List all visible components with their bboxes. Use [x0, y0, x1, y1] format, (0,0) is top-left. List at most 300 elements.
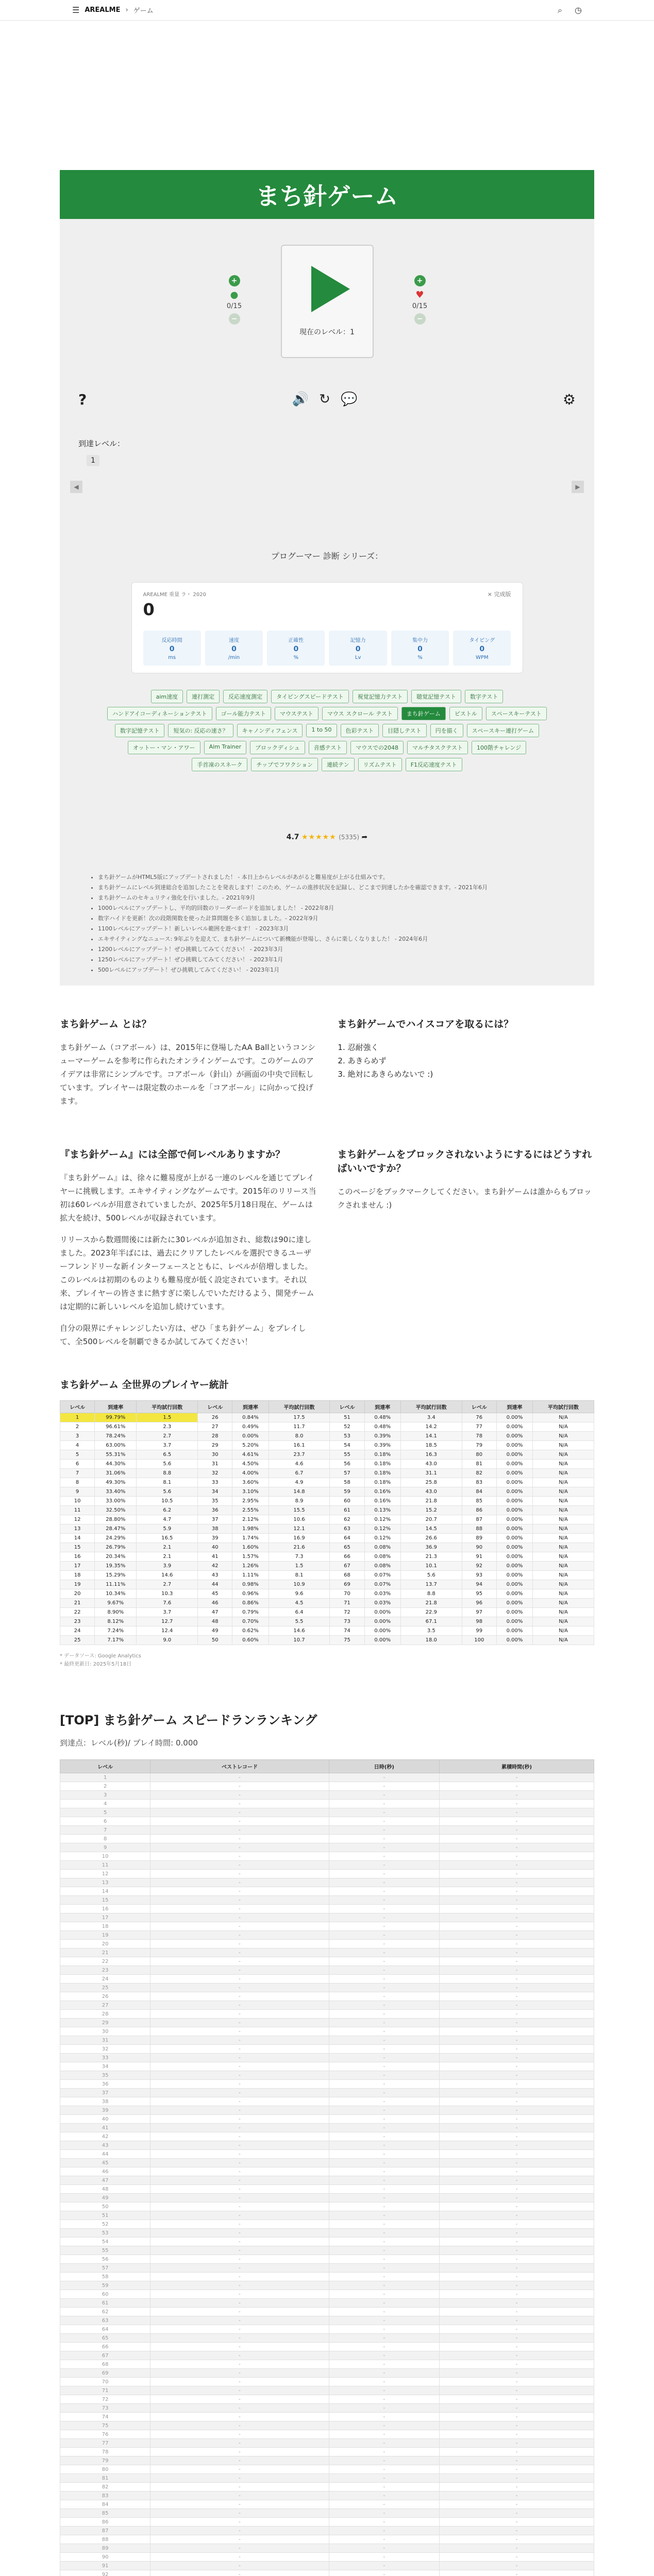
table-cell: - [150, 2378, 329, 2386]
table-cell: - [150, 2281, 329, 2290]
history-icon[interactable]: ◷ [575, 5, 582, 15]
table-cell: N/A [533, 1432, 594, 1441]
left-plus-button[interactable]: + [229, 275, 240, 286]
level-cell: 14 [60, 1887, 150, 1896]
table-cell: - [329, 2456, 439, 2465]
table-cell: - [150, 2264, 329, 2273]
breadcrumb-games[interactable]: ゲーム [133, 7, 154, 15]
table-cell: 34 [198, 1487, 232, 1497]
stat-value: 0 [293, 645, 299, 653]
level-cell: 62 [60, 2308, 150, 2316]
test-tag-link[interactable]: マウステスト [275, 707, 318, 720]
table-cell: - [329, 2159, 439, 2167]
level-cell: 53 [60, 2229, 150, 2238]
table-cell: - [440, 2395, 594, 2404]
table-row [60, 2220, 594, 2229]
table-cell: 67.1 [400, 1617, 462, 1626]
table-cell: - [329, 2089, 439, 2097]
table-row [60, 2404, 594, 2413]
table-cell: 3.5 [400, 1626, 462, 1636]
table-cell: 4.61% [232, 1450, 269, 1460]
table-cell: 14.6 [137, 1571, 198, 1580]
table-row [60, 2518, 594, 2527]
table-cell: - [150, 2492, 329, 2500]
stat-unit: WPM [476, 655, 489, 660]
table-cell: 2 [60, 1422, 95, 1432]
table-row [60, 2334, 594, 2343]
table-cell: - [440, 1808, 594, 1817]
table-cell: 74 [330, 1626, 364, 1636]
table-cell: - [150, 1931, 329, 1940]
test-tag-link[interactable]: 目隠しテスト [382, 724, 427, 737]
stat-unit: /min [228, 655, 240, 660]
test-tag-link[interactable]: ピストル [449, 707, 482, 720]
series-card[interactable] [131, 582, 523, 673]
table-row [60, 2019, 594, 2027]
table-cell: - [440, 1782, 594, 1791]
test-tag-link[interactable]: ゴール能力テスト [216, 707, 271, 720]
table-row [60, 2001, 594, 2010]
test-tag-link[interactable]: ブロックディシュ [250, 741, 305, 754]
table-cell: - [329, 2273, 439, 2281]
level-cell: 35 [60, 2071, 150, 2080]
table-cell: N/A [533, 1626, 594, 1636]
rating-row [60, 833, 594, 841]
right-plus-button[interactable]: + [414, 275, 426, 286]
tip-item: 1. 忍耐強く [348, 1041, 595, 1054]
test-tag-link[interactable]: スペースキー連打ゲーム [467, 724, 539, 737]
table-cell: - [150, 2474, 329, 2483]
table-cell: - [329, 1887, 439, 1896]
table-cell: 8.8 [400, 1589, 462, 1599]
table-cell: 0.00% [496, 1534, 532, 1543]
table-cell: 14 [60, 1534, 95, 1543]
level-cell: 18 [60, 1922, 150, 1931]
level-cell: 37 [60, 2089, 150, 2097]
level-cell: 27 [60, 2001, 150, 2010]
table-cell: 28 [198, 1432, 232, 1441]
table-cell: 15.29% [95, 1571, 137, 1580]
comment-icon[interactable]: 💬 [340, 392, 358, 407]
table-cell: N/A [533, 1497, 594, 1506]
test-tag-link[interactable]: タイピングスピードテスト [271, 690, 349, 703]
table-cell: - [440, 2036, 594, 2045]
table-cell: - [150, 2229, 329, 2238]
table-cell: - [440, 2500, 594, 2509]
table-cell: 0.84% [232, 1413, 269, 1422]
table-row [60, 2150, 594, 2159]
table-cell: - [150, 1957, 329, 1966]
test-tag-link[interactable]: 色彩テスト [341, 724, 379, 737]
level-cell: 41 [60, 2124, 150, 2132]
test-tag-link[interactable]: 音感テスト [309, 741, 347, 754]
share-icon[interactable]: ➦ [361, 833, 368, 841]
table-cell: 21 [60, 1599, 95, 1608]
table-cell: - [440, 1826, 594, 1835]
table-cell: N/A [533, 1543, 594, 1552]
table-row [60, 2010, 594, 2019]
stat-item [453, 631, 511, 666]
table-row [60, 1896, 594, 1905]
table-cell: N/A [533, 1589, 594, 1599]
stat-value: 0 [355, 645, 361, 653]
test-tag-link[interactable]: まち針ゲーム [401, 707, 446, 720]
table-row [60, 1589, 594, 1599]
table-cell: 0.00% [496, 1562, 532, 1571]
table-row [60, 2448, 594, 2456]
table-cell: - [440, 2456, 594, 2465]
table-cell: - [329, 2264, 439, 2273]
level-cell: 1 [60, 1773, 150, 1782]
test-tag-link[interactable]: ハンドアイコーディネーションテスト [107, 707, 212, 720]
table-cell: - [440, 2474, 594, 2483]
left-counter-value: 0/15 [226, 302, 242, 310]
table-cell: 83 [462, 1478, 496, 1487]
level-cell: 3 [60, 1791, 150, 1800]
table-cell: 87 [462, 1515, 496, 1524]
level-cell: 60 [60, 2290, 150, 2299]
test-tag-link[interactable]: 連打測定 [187, 690, 220, 703]
table-cell: - [150, 2509, 329, 2518]
test-tag-link[interactable]: 数字記憶テスト [115, 724, 165, 737]
table-cell: - [150, 1800, 329, 1808]
level-cell: 70 [60, 2378, 150, 2386]
table-cell: - [440, 1791, 594, 1800]
table-cell: 31.06% [95, 1469, 137, 1478]
table-cell: 10.9 [269, 1580, 330, 1589]
test-tag-link[interactable]: 聴覚記憶テスト [411, 690, 461, 703]
level-cell: 55 [60, 2246, 150, 2255]
table-cell: - [329, 2010, 439, 2019]
test-tag-link[interactable]: Aim Trainer [204, 741, 246, 754]
test-tag-link[interactable]: キャノンディフェンス [237, 724, 303, 737]
highscore-heading: まち針ゲームでハイスコアを取るには？ [337, 1019, 514, 1030]
level-cell: 90 [60, 2553, 150, 2562]
table-cell: 13 [60, 1524, 95, 1534]
table-cell: 0.18% [364, 1478, 400, 1487]
table-row [60, 2483, 594, 2492]
table-row [60, 2535, 594, 2544]
table-cell: 41 [198, 1552, 232, 1562]
table-cell: - [150, 1852, 329, 1861]
table-cell: - [329, 2255, 439, 2264]
level-cell: 43 [60, 2141, 150, 2150]
level-cell: 61 [60, 2299, 150, 2308]
table-cell: - [150, 1843, 329, 1852]
game-panel [60, 170, 594, 986]
restart-icon[interactable]: ↻ [319, 392, 330, 407]
table-cell: 45 [198, 1589, 232, 1599]
table-cell: - [440, 1852, 594, 1861]
table-cell: - [329, 2351, 439, 2360]
table-cell: - [440, 2115, 594, 2124]
test-tag-link[interactable]: チップでフワクション [251, 758, 318, 771]
ad-space [60, 21, 594, 170]
test-tag-link[interactable]: マウスでの2048 [350, 741, 404, 754]
help-icon[interactable]: ? [78, 391, 87, 408]
table-row [60, 2106, 594, 2115]
table-cell: - [440, 1861, 594, 1870]
block-heading: まち針ゲームをブロックされないようにするにはどうすればいいですか？ [337, 1149, 592, 1174]
green-pin-icon: ● [230, 290, 239, 300]
table-row [60, 2299, 594, 2308]
table-cell: 0.08% [364, 1552, 400, 1562]
test-tag-link[interactable]: マルチタスクテスト [407, 741, 468, 754]
table-cell: - [329, 2167, 439, 2176]
table-cell: 2.1 [137, 1552, 198, 1562]
table-row [60, 1487, 594, 1497]
table-cell: - [329, 2474, 439, 2483]
table-cell: 17.5 [269, 1413, 330, 1422]
test-tag-link[interactable]: 連続テン [322, 758, 354, 771]
table-cell: 1.5 [269, 1562, 330, 1571]
stat-label: 反応時間 [161, 638, 182, 643]
search-icon[interactable]: ⌕ [558, 5, 563, 15]
table-cell: 2.12% [232, 1515, 269, 1524]
level-cell: 25 [60, 1984, 150, 1992]
table-cell: N/A [533, 1506, 594, 1515]
prev-arrow-icon[interactable]: ◀ [70, 481, 82, 493]
table-cell: 15 [60, 1543, 95, 1552]
table-row [60, 1478, 594, 1487]
table-cell: - [440, 2465, 594, 2474]
table-cell: 8.1 [137, 1478, 198, 1487]
table-header: 平均試行回数 [137, 1401, 198, 1413]
stat-value: 0 [479, 645, 485, 653]
table-row [60, 1608, 594, 1617]
table-cell: - [329, 2448, 439, 2456]
table-cell: - [329, 2378, 439, 2386]
menu-icon[interactable]: ☰ [72, 5, 80, 15]
table-cell: 56 [330, 1460, 364, 1469]
table-cell: 58 [330, 1478, 364, 1487]
rating-stars[interactable]: ★★★★★ [301, 833, 337, 841]
table-header: 到達率 [95, 1401, 137, 1413]
test-tag-link[interactable]: F1反応速度テスト [406, 758, 462, 771]
level-cell: 89 [60, 2544, 150, 2553]
table-cell: 0.39% [364, 1432, 400, 1441]
table-cell: 69 [330, 1580, 364, 1589]
speedrun-table [60, 1759, 594, 2576]
table-cell: 67 [330, 1562, 364, 1571]
table-row [60, 2141, 594, 2150]
table-cell: 64 [330, 1534, 364, 1543]
table-cell: - [329, 1861, 439, 1870]
level-cell: 31 [60, 2036, 150, 2045]
test-tag-link[interactable]: スペースキーテスト [486, 707, 547, 720]
right-minus-button[interactable]: − [414, 313, 426, 325]
table-cell: - [150, 2220, 329, 2229]
table-cell: 5.6 [137, 1460, 198, 1469]
table-header: 日時(秒) [329, 1760, 439, 1773]
table-cell: 3.60% [232, 1478, 269, 1487]
table-cell: - [329, 1791, 439, 1800]
test-tag-link[interactable]: リズムテスト [358, 758, 402, 771]
table-row [60, 2421, 594, 2430]
table-cell: - [329, 2150, 439, 2159]
table-cell: - [440, 2211, 594, 2220]
block-text: このページをブックマークしてください。まち針ゲームは誰からもブロックされません :) [337, 1187, 592, 1210]
tip-item: 2. あきらめず [348, 1054, 595, 1067]
test-tag-link[interactable]: 視覚記憶力テスト [353, 690, 408, 703]
table-cell: - [329, 2553, 439, 2562]
table-cell: - [329, 2290, 439, 2299]
table-row [60, 2500, 594, 2509]
table-row [60, 2430, 594, 2439]
next-arrow-icon[interactable]: ▶ [572, 481, 584, 493]
table-cell: N/A [533, 1460, 594, 1469]
table-row [60, 2273, 594, 2281]
table-cell: 13.7 [400, 1580, 462, 1589]
table-header: 平均試行回数 [269, 1401, 330, 1413]
levels-text-3: 自分の限界にチャレンジしたい方は、ぜひ「まち針ゲーム」をプレイして、全500レベルを制覇できるか試してみてください！ [60, 1324, 306, 1346]
test-tag-link[interactable]: マウス スクロール テスト [322, 707, 398, 720]
level-cell: 8 [60, 1835, 150, 1843]
table-cell: 15.5 [269, 1506, 330, 1515]
table-cell: - [440, 2159, 594, 2167]
table-cell: - [150, 2167, 329, 2176]
table-cell: 0.39% [364, 1441, 400, 1450]
table-row [60, 2238, 594, 2246]
level-cell: 6 [60, 1817, 150, 1826]
table-cell: 0.86% [232, 1599, 269, 1608]
stat-value: 0 [417, 645, 423, 653]
table-cell: 2.3 [137, 1422, 198, 1432]
level-cell: 82 [60, 2483, 150, 2492]
table-row [60, 1469, 594, 1478]
table-cell: 0.00% [496, 1589, 532, 1599]
table-cell: N/A [533, 1469, 594, 1478]
table-cell: 14.2 [400, 1422, 462, 1432]
stat-item [329, 631, 387, 666]
level-cell: 19 [60, 1931, 150, 1940]
table-row [60, 1852, 594, 1861]
table-cell: 0.48% [364, 1422, 400, 1432]
table-cell: 26.6 [400, 1534, 462, 1543]
test-tag-link[interactable]: 手首凍のスネーク [192, 758, 247, 771]
level-cell: 68 [60, 2360, 150, 2369]
table-cell: - [440, 2570, 594, 2576]
table-row [60, 1948, 594, 1957]
table-cell: 0.62% [232, 1626, 269, 1636]
table-cell: - [329, 2124, 439, 2132]
level-cell: 69 [60, 2369, 150, 2378]
table-cell: 0.08% [364, 1543, 400, 1552]
table-row [60, 2080, 594, 2089]
table-cell: - [440, 2308, 594, 2316]
level-cell: 87 [60, 2527, 150, 2535]
table-cell: 33.00% [95, 1497, 137, 1506]
right-counter [405, 275, 435, 328]
table-cell: - [440, 2378, 594, 2386]
table-cell: - [440, 2421, 594, 2430]
table-row [60, 1413, 594, 1422]
table-cell: 14.5 [400, 1524, 462, 1534]
table-row [60, 1571, 594, 1580]
table-cell: 68 [330, 1571, 364, 1580]
table-cell: 0.12% [364, 1515, 400, 1524]
test-tag-link[interactable]: aim速度 [151, 690, 183, 703]
table-cell: - [150, 1966, 329, 1975]
table-header: ベストレコード [150, 1760, 329, 1773]
level-cell: 4 [60, 1800, 150, 1808]
breadcrumb-separator: › [125, 6, 128, 14]
table-cell: 2.95% [232, 1497, 269, 1506]
update-item: • 1250レベルにアップデート！ぜひ挑戦してみてください！ - 2023年1月 [98, 955, 594, 965]
test-tag-link[interactable]: 反応速度測定 [223, 690, 267, 703]
player-stats-table [60, 1400, 594, 1645]
table-cell: 84 [462, 1487, 496, 1497]
test-tag-link[interactable]: オットー・マン・アワー [128, 741, 200, 754]
table-cell: - [150, 2019, 329, 2027]
left-minus-button[interactable]: − [229, 313, 240, 325]
test-tag-link[interactable]: 円を描く [430, 724, 463, 737]
table-cell: - [329, 1940, 439, 1948]
level-cell: 71 [60, 2386, 150, 2395]
table-cell: 76 [462, 1413, 496, 1422]
table-cell: - [329, 2570, 439, 2576]
arrival-level-badge[interactable]: 1 [87, 455, 99, 466]
table-row [60, 2167, 594, 2176]
level-cell: 48 [60, 2185, 150, 2194]
update-item: • 500レベルにアップデート！ぜひ挑戦してみてください！ - 2023年1月 [98, 965, 594, 975]
table-cell: 16.1 [269, 1441, 330, 1450]
table-cell: 0.16% [364, 1487, 400, 1497]
table-cell: 0.16% [364, 1497, 400, 1506]
stat-item [391, 631, 449, 666]
table-cell: 86 [462, 1506, 496, 1515]
test-tag-link[interactable]: 短気の: 反応の速さ？ [168, 724, 233, 737]
table-cell: - [150, 2395, 329, 2404]
table-row [60, 2115, 594, 2124]
table-cell: - [440, 2281, 594, 2290]
play-button[interactable] [281, 245, 374, 358]
settings-icon[interactable]: ⚙ [562, 391, 576, 408]
level-cell: 56 [60, 2255, 150, 2264]
table-cell: - [150, 2010, 329, 2019]
table-cell: - [150, 2115, 329, 2124]
table-cell: 44.30% [95, 1460, 137, 1469]
table-cell: 0.00% [364, 1636, 400, 1645]
level-cell: 63 [60, 2316, 150, 2325]
table-cell: - [329, 1966, 439, 1975]
table-row [60, 1800, 594, 1808]
test-tag-link[interactable]: 100階チャレンジ [472, 741, 526, 754]
sound-icon[interactable]: 🔊 [292, 392, 309, 407]
test-tag-link[interactable]: 数字テスト [465, 690, 504, 703]
update-item: • まち針ゲームにレベル到達総合を追加したことを発表します！このため、ゲームの進捗状況を記録し、どこまで到達したかを確認できます。- 2021年6月 [98, 883, 594, 893]
table-cell: - [150, 2518, 329, 2527]
table-cell: 0.98% [232, 1580, 269, 1589]
table-cell: 10.3 [137, 1589, 198, 1599]
table-cell: - [440, 2492, 594, 2500]
table-cell: 4.5 [269, 1599, 330, 1608]
table-row [60, 2378, 594, 2386]
table-cell: - [440, 2273, 594, 2281]
table-cell: - [440, 2518, 594, 2527]
table-cell: 26 [198, 1413, 232, 1422]
table-cell: - [329, 1870, 439, 1878]
table-cell: - [150, 2106, 329, 2115]
test-tag-link[interactable]: 1 to 50 [306, 724, 337, 737]
table-header-row [60, 1401, 594, 1413]
table-cell: 33.40% [95, 1487, 137, 1497]
table-cell: - [150, 2176, 329, 2185]
table-cell: - [150, 2089, 329, 2097]
brand-logo[interactable]: AREALME [85, 6, 121, 14]
table-cell: 0.00% [496, 1617, 532, 1626]
table-cell: N/A [533, 1413, 594, 1422]
